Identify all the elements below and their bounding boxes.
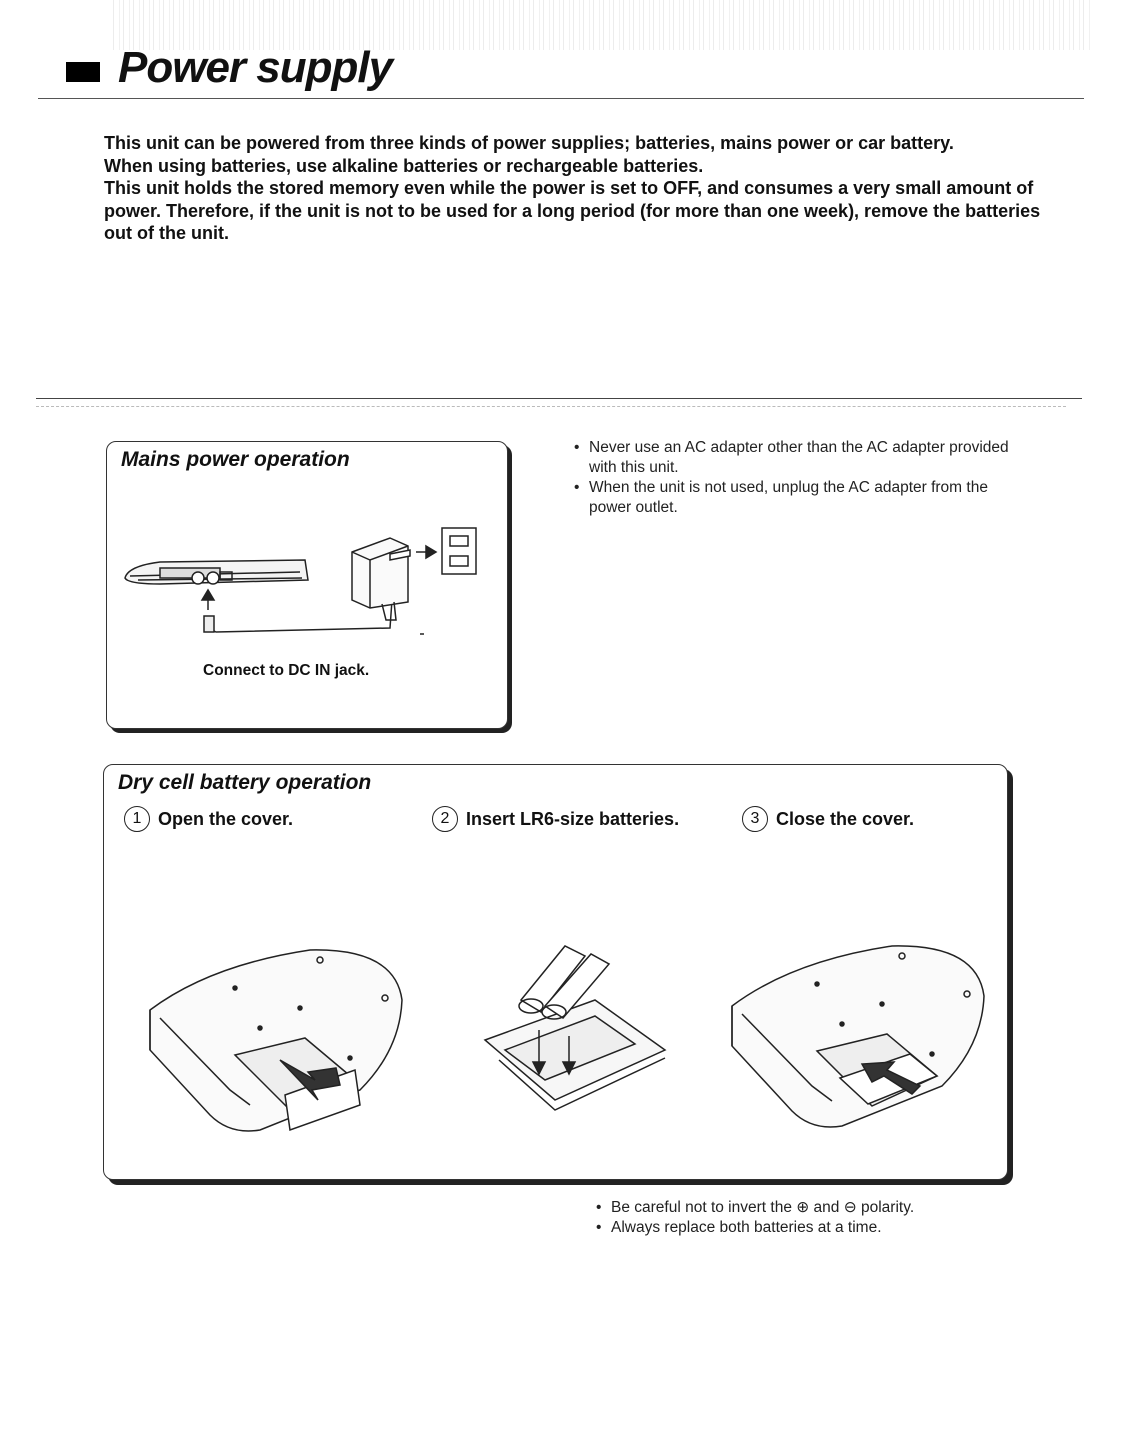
step-number: 1 [124,806,150,832]
step-open-cover [124,806,293,832]
intro-paragraph: This unit holds the stored memory even while the power is set to OFF, and consumes a very small amount of power. Therefore, if the unit is not to be used for a long period (for more than one week), remove the batteries out of the unit. [104,178,1041,243]
step-number: 2 [432,806,458,832]
dry-cell-heading: Dry cell battery operation [118,771,372,794]
note-item: • Be careful not to invert the ⊕ and ⊖ polarity. [596,1198,1036,1218]
step-number: 3 [742,806,768,832]
section-divider-dashed [36,406,1066,407]
note-item: • Always replace both batteries at a time. [596,1218,1036,1238]
step-insert-batteries [432,806,679,832]
note-item: • Never use an AC adapter other than the AC adapter provided with this unit. [574,438,1014,478]
open-cover-illustration [140,940,410,1140]
section-marker-icon [66,62,100,82]
page-title: Power supply [118,43,393,92]
section-divider [36,398,1082,399]
step-close-cover [742,806,914,832]
step-label: Close the cover. [776,808,915,829]
mains-notes [574,438,1014,518]
title-rule [38,98,1084,99]
step-label: Open the cover. [158,808,294,829]
intro-text [104,132,1044,245]
mains-heading: Mains power operation [121,448,350,471]
step-label: Insert LR6-size batteries. [466,808,680,829]
intro-paragraph: When using batteries, use alkaline batteries or rechargeable batteries. [104,155,704,176]
intro-paragraph: This unit can be powered from three kinds of power supplies; batteries, mains power or car battery. [104,133,954,153]
close-cover-illustration [722,936,992,1136]
mains-connection-illustration [120,520,490,650]
note-item: • When the unit is not used, unplug the AC adapter from the power outlet. [574,478,1014,518]
battery-notes [596,1198,1036,1238]
mains-caption: Connect to DC IN jack. [203,662,370,679]
insert-batteries-illustration [475,940,675,1120]
